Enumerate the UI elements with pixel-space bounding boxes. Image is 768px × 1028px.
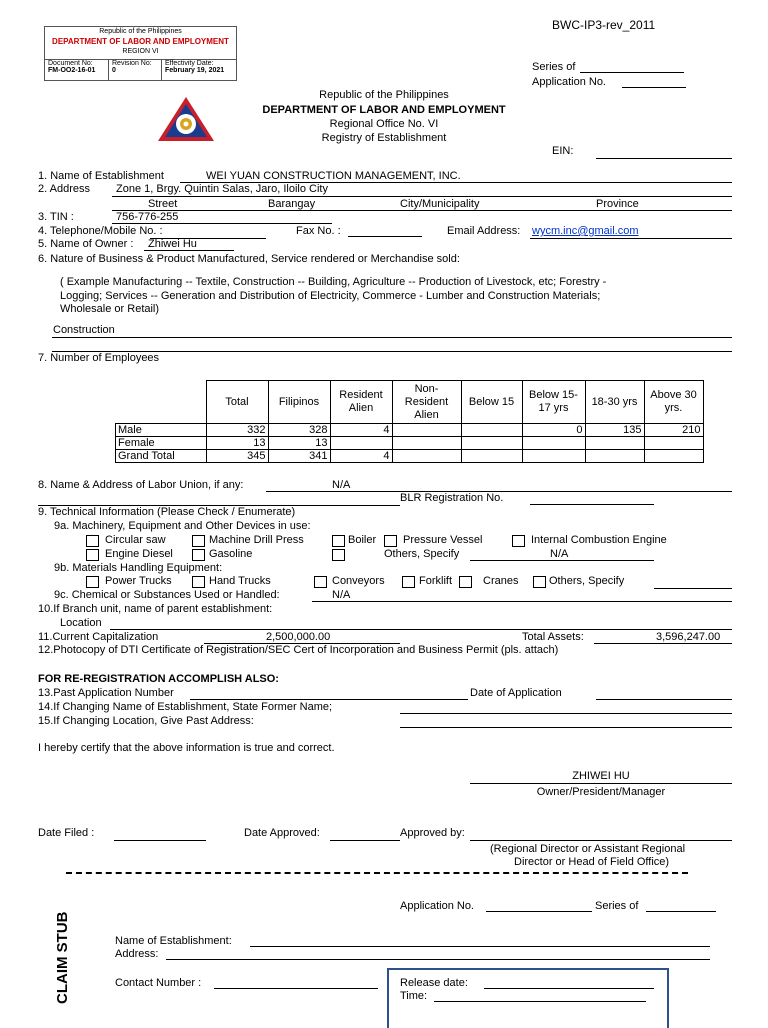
col-header: Below 15-17 yrs (522, 381, 585, 424)
rev-no-cell: Revision No: 0 (108, 60, 161, 80)
f4-label: 4. Telephone/Mobile No. : (38, 225, 163, 237)
opt-cranes: Cranes (483, 575, 519, 587)
checkbox-power-trucks[interactable] (86, 576, 99, 588)
checkbox-gasoline[interactable] (192, 549, 205, 561)
f2-label: 2. Address (38, 183, 90, 195)
stub-name-field[interactable] (250, 946, 710, 947)
f15-label: 15.If Changing Location, Give Past Address: (38, 715, 254, 727)
form-code: BWC-IP3-rev_2011 (552, 18, 656, 32)
approved-by-label: Approved by: (400, 827, 465, 839)
f8-value[interactable]: N/A (332, 479, 351, 491)
header-region: REGION VI (122, 48, 159, 55)
address-street-caption: Street (148, 198, 178, 210)
stub-address-label: Address: (115, 948, 159, 960)
signatory-title: Owner/President/Manager (536, 786, 666, 798)
stub-series-field[interactable] (646, 911, 716, 912)
appno-field[interactable] (622, 87, 686, 88)
dole-logo-icon (157, 96, 215, 142)
claim-stub-label: CLAIM STUB (54, 911, 71, 1004)
series-label: Series of (532, 61, 576, 73)
series-field[interactable] (580, 72, 684, 73)
opt-engine-diesel: Engine Diesel (105, 548, 173, 560)
title-regional-office: Regional Office No. VI (329, 118, 439, 130)
f6-label: 6. Nature of Business & Product Manufactured, Service rendered or Merchandise sold: (38, 253, 460, 265)
f6-value[interactable]: Construction (53, 324, 115, 336)
opt-others-b: Others, Specify (549, 575, 625, 587)
f14-label: 14.If Changing Name of Establishment, State Former Name; (38, 701, 333, 713)
opt-forklift: Forklift (419, 575, 452, 587)
checkbox-cranes[interactable] (459, 576, 472, 588)
col-header: Resident Alien (330, 381, 392, 424)
stub-release-label: Release date: (400, 977, 468, 989)
opt-gasoline: Gasoline (209, 548, 253, 560)
stub-contact-field[interactable] (214, 988, 378, 989)
checkbox-others-a[interactable] (332, 549, 345, 561)
title-dept: DEPARTMENT OF LABOR AND EMPLOYMENT (262, 104, 506, 116)
f5-label: 5. Name of Owner : (38, 238, 134, 250)
checkbox-hand-trucks[interactable] (192, 576, 205, 588)
col-header: Non-Resident Alien (392, 381, 461, 424)
opt-pressure-vessel: Pressure Vessel (403, 534, 483, 546)
f6-example-2: Logging; Services -- Generation and Distribution of Electricity, Commerce - Lumber and Construction Materials; (60, 290, 601, 302)
title-republic: Republic of the Philippines (319, 89, 449, 101)
ein-label: EIN: (552, 145, 574, 157)
table-row: Grand Total 345 341 4 (116, 450, 704, 463)
date-app-field[interactable] (596, 699, 732, 700)
capitalization-value[interactable]: 2,500,000.00 (266, 631, 331, 643)
checkbox-pressure-vessel[interactable] (384, 535, 397, 547)
opt-others-a: Others, Specify (384, 548, 460, 560)
col-header: Below 15 (461, 381, 522, 424)
col-header: Total (206, 381, 268, 424)
checkbox-forklift[interactable] (402, 576, 415, 588)
f9-label: 9. Technical Information (Please Check / Enumerate) (38, 506, 296, 518)
table-row: Female 13 13 (116, 437, 704, 450)
employees-table (115, 380, 704, 463)
date-filed-field[interactable] (114, 840, 206, 841)
f10-label: 10.If Branch unit, name of parent establishment: (38, 603, 273, 615)
col-header: 18-30 yrs (585, 381, 644, 424)
approver-note-2: Director or Head of Field Office) (514, 856, 670, 868)
f11-label: 11.Current Capitalization (38, 631, 159, 643)
f9a-label: 9a. Machinery, Equipment and Other Devices in use: (54, 520, 311, 532)
checkbox-drill-press[interactable] (192, 535, 205, 547)
checkbox-engine-diesel[interactable] (86, 549, 99, 561)
rereg-heading: FOR RE-REGISTRATION ACCOMPLISH ALSO: (38, 673, 279, 685)
stub-time-field[interactable] (434, 1001, 646, 1002)
approved-by-field[interactable] (470, 840, 732, 841)
signatory-name[interactable]: ZHIWEI HU (572, 770, 630, 782)
f2-value[interactable]: Zone 1, Brgy. Quintin Salas, Jaro, Iloilo City (116, 183, 328, 195)
opt-ic-engine: Internal Combustion Engine (531, 534, 667, 546)
checkbox-boiler[interactable] (332, 535, 345, 547)
date-approved-label: Date Approved: (244, 827, 320, 839)
doc-no-cell: Document No: FM-OO2-16-01 (48, 60, 96, 74)
f6-example-1: ( Example Manufacturing -- Textile, Construction -- Building, Agriculture -- Production of Livestock, etc; Forestry - (60, 276, 607, 288)
col-header: Filipinos (268, 381, 330, 424)
f5-value[interactable]: Zhiwei Hu (148, 238, 197, 250)
f6-example-3: Wholesale or Retail) (60, 303, 160, 315)
stub-time-label: Time: (400, 990, 428, 1002)
address-barangay-caption: Barangay (268, 198, 316, 210)
date-approved-field[interactable] (330, 840, 400, 841)
f7-label: 7. Number of Employees (38, 352, 160, 364)
past-appno-field[interactable] (190, 699, 468, 700)
past-address-field[interactable] (400, 727, 732, 728)
cut-line (66, 872, 688, 874)
email-link[interactable]: wycm.inc@gmail.com (532, 225, 639, 237)
f1-label: 1. Name of Establishment (38, 170, 164, 182)
header-republic: Republic of the Philippines (99, 28, 182, 35)
col-header: Above 30 yrs. (644, 381, 703, 424)
f10-location-label: Location (60, 617, 102, 629)
others-b-field[interactable] (654, 588, 732, 589)
document-control-box (44, 26, 237, 81)
stub-appno-label: Application No. (400, 900, 474, 912)
opt-conveyors: Conveyors (332, 575, 385, 587)
title-registry: Registry of Establishment (321, 132, 447, 144)
eff-date-cell: Effectivity Date: February 19, 2021 (161, 60, 236, 80)
email-label: Email Address: (447, 225, 521, 237)
opt-hand-trucks: Hand Trucks (209, 575, 271, 587)
opt-drill-press: Machine Drill Press (209, 534, 304, 546)
date-filed-label: Date Filed : (38, 827, 95, 839)
opt-circular-saw: Circular saw (105, 534, 166, 546)
fax-field[interactable] (348, 236, 422, 237)
stub-series-label: Series of (595, 900, 639, 912)
stub-appno-field[interactable] (486, 911, 592, 912)
f9c-label: 9c. Chemical or Substances Used or Handled: (54, 589, 280, 601)
stub-address-field[interactable] (166, 959, 710, 960)
f3-label: 3. TIN : (38, 211, 74, 223)
f9c-value[interactable]: N/A (332, 589, 351, 601)
f13-label: 13.Past Application Number (38, 687, 174, 699)
f3-value[interactable]: 756-776-255 (116, 211, 179, 223)
checkbox-conveyors[interactable] (314, 576, 327, 588)
certify-text: I hereby certify that the above information is true and correct. (38, 742, 335, 754)
stub-name-label: Name of Establishment: (115, 935, 232, 947)
stub-contact-label: Contact Number : (115, 977, 202, 989)
table-row: Male 332 328 4 0 135 210 (116, 424, 704, 437)
former-name-field[interactable] (400, 713, 732, 714)
checkbox-circular-saw[interactable] (86, 535, 99, 547)
header-dept: DEPARTMENT OF LABOR AND EMPLOYMENT (52, 37, 229, 46)
checkbox-others-b[interactable] (533, 576, 546, 588)
appno-label: Application No. (532, 76, 606, 88)
blr-label: BLR Registration No. (400, 492, 504, 504)
address-province-caption: Province (596, 198, 639, 210)
blr-field[interactable] (530, 504, 654, 505)
approver-note-1: (Regional Director or Assistant Regional (490, 843, 686, 855)
checkbox-ic-engine[interactable] (512, 535, 525, 547)
total-assets-label: Total Assets: (522, 631, 584, 643)
f1-value[interactable]: WEI YUAN CONSTRUCTION MANAGEMENT, INC. (206, 170, 461, 182)
location-field[interactable] (110, 629, 732, 630)
ein-field[interactable] (596, 158, 732, 159)
total-assets-value[interactable]: 3,596,247.00 (656, 631, 721, 643)
date-app-label: Date of Application (470, 687, 562, 699)
f12-label: 12.Photocopy of DTI Certificate of Registration/SEC Cert of Incorporation and Business Permit (pls. attach) (38, 644, 559, 656)
stub-release-field[interactable] (484, 988, 654, 989)
opt-power-trucks: Power Trucks (105, 575, 172, 587)
f8-label: 8. Name & Address of Labor Union, if any: (38, 479, 244, 491)
opt-boiler: Boiler (348, 534, 377, 546)
f9b-label: 9b. Materials Handling Equipment: (54, 562, 223, 574)
others-a-value[interactable]: N/A (550, 548, 569, 560)
address-city-caption: City/Municipality (400, 198, 480, 210)
fax-label: Fax No. : (296, 225, 341, 237)
